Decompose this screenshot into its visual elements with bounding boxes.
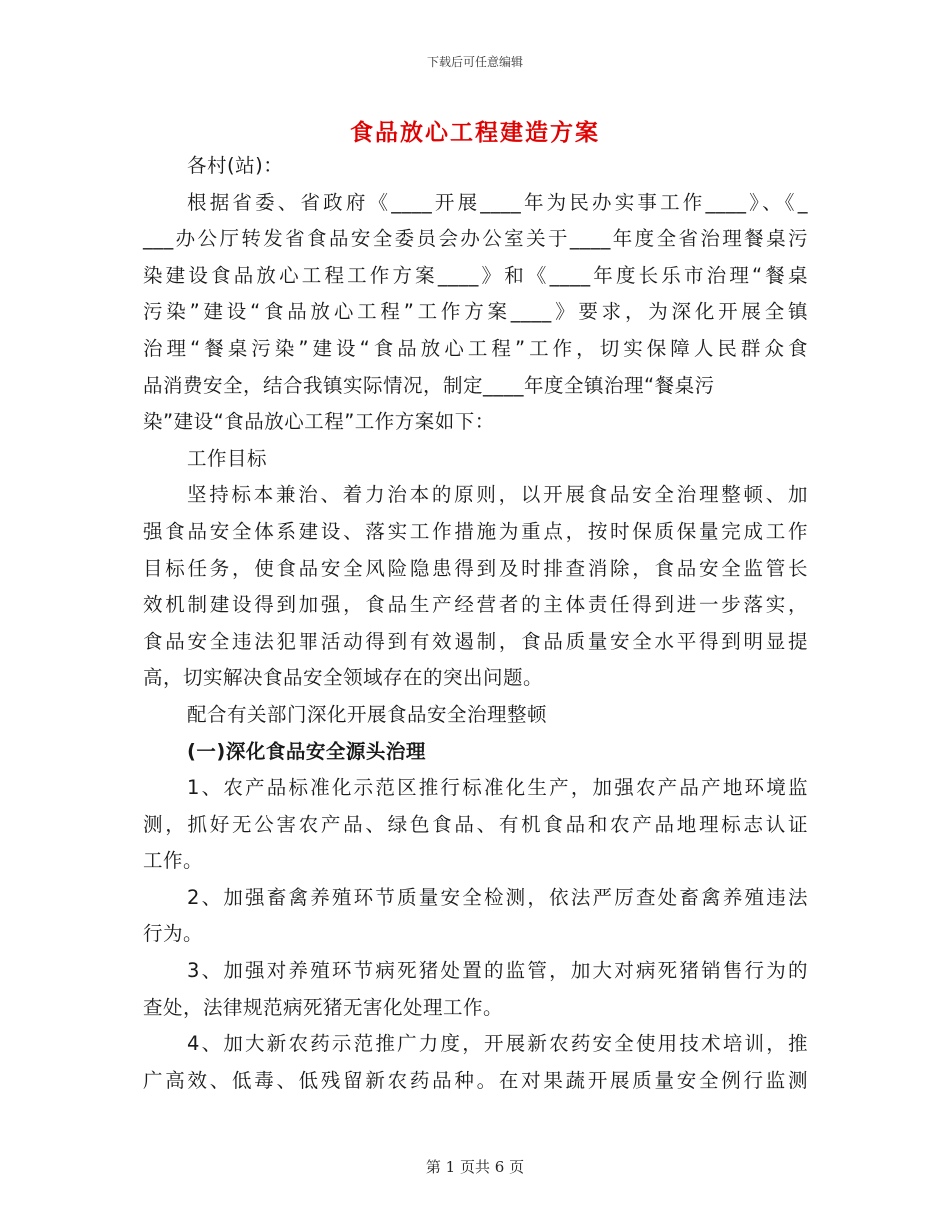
- body-line: 3、加强对养殖环节病死猪处置的监管，加大对病死猪销售行为的: [187, 959, 808, 983]
- body-line: 工作目标: [187, 446, 268, 470]
- body-line: 高，切实解决食品安全领域存在的突出问题。: [143, 666, 544, 690]
- body-line: 染建设食品放心工程工作方案____》和《____年度长乐市治理“餐桌: [143, 263, 808, 287]
- body-line: ___办公厅转发省食品安全委员会办公室关于____年度全省治理餐桌污: [143, 227, 808, 251]
- body-line: 2、加强畜禽养殖环节质量安全检测，依法严厉查处畜禽养殖违法: [187, 885, 808, 909]
- body-line: 根据省委、省政府《____开展____年为民办实事工作____》、《_: [187, 190, 808, 214]
- body-line: 食品安全违法犯罪活动得到有效遏制，食品质量安全水平得到明显提: [143, 629, 808, 653]
- body-line: 查处，法律规范病死猪无害化处理工作。: [143, 995, 504, 1019]
- body-line: 各村(站)：: [187, 154, 284, 177]
- body-line: 品消费安全，结合我镇实际情况，制定____年度全镇治理“餐桌污: [143, 373, 715, 397]
- page-footer: 第 1 页共 6 页: [425, 1158, 525, 1176]
- body-line: 1、农产品标准化示范区推行标准化生产，加强农产品产地环境监: [187, 776, 808, 800]
- body-line: 配合有关部门深化开展食品安全治理整顿: [187, 702, 548, 726]
- body-line: 工作。: [143, 849, 204, 873]
- document-body: [143, 148, 808, 1099]
- body-line: 行为。: [143, 922, 204, 946]
- body-line: 目标任务，使食品安全风险隐患得到及时排查消除，食品安全监管长: [143, 556, 808, 580]
- body-line: 污染”建设“食品放心工程”工作方案____》要求，为深化开展全镇: [143, 300, 808, 324]
- document-title: 食品放心工程建造方案: [350, 120, 600, 146]
- body-line: 效机制建设得到加强，食品生产经营者的主体责任得到进一步落实，: [143, 593, 808, 617]
- body-line: 染”建设“食品放心工程”工作方案如下：: [143, 410, 495, 434]
- header-note: 下载后可任意编辑: [426, 55, 523, 69]
- body-line: 坚持标本兼治、着力治本的原则，以开展食品安全治理整顿、加: [187, 483, 808, 507]
- body-line: 测，抓好无公害农产品、绿色食品、有机食品和农产品地理标志认证: [143, 812, 808, 836]
- body-line: 治理“餐桌污染”建设“食品放心工程”工作，切实保障人民群众食: [143, 336, 808, 360]
- body-line: (一)深化食品安全源头治理: [187, 739, 426, 763]
- body-line: 广高效、低毒、低残留新农药品种。在对果蔬开展质量安全例行监测: [143, 1068, 808, 1092]
- body-line: 强食品安全体系建设、落实工作措施为重点，按时保质保量完成工作: [143, 519, 808, 543]
- body-line: 4、加大新农药示范推广力度，开展新农药安全使用技术培训，推: [187, 1032, 808, 1056]
